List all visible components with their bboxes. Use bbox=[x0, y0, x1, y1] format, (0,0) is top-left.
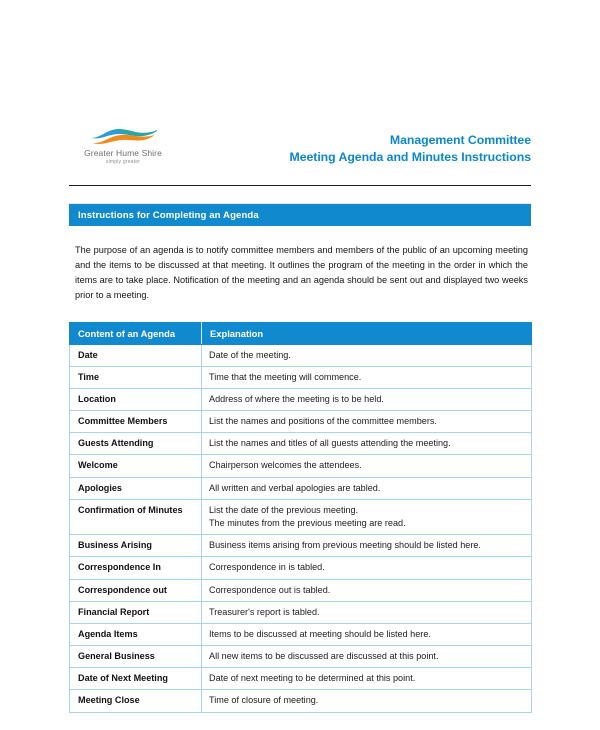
row-term: Meeting Close bbox=[70, 690, 202, 712]
row-term: Confirmation of Minutes bbox=[70, 499, 202, 534]
table-header-row bbox=[70, 322, 532, 344]
row-explanation bbox=[202, 477, 532, 499]
explanation-line: Items to be discussed at meeting should be listed here. bbox=[209, 628, 431, 639]
document-header bbox=[69, 124, 531, 174]
table-row bbox=[70, 455, 532, 477]
explanation-line: Date of the meeting. bbox=[209, 349, 291, 360]
intro-paragraph: The purpose of an agenda is to notify committee members and members of the public of an upcoming meeting and the items to be discussed at that meeting. It outlines the program of the meeting in the order in which the items are to take place. Notification of the meeting and an agenda should be sent out and displayed two weeks prior to a meeting. bbox=[75, 245, 528, 300]
row-explanation bbox=[202, 366, 532, 388]
explanation-line: All written and verbal apologies are tabled. bbox=[209, 482, 381, 493]
row-explanation bbox=[202, 388, 532, 410]
row-term: Apologies bbox=[70, 477, 202, 499]
page-title bbox=[290, 124, 532, 167]
table-row bbox=[70, 668, 532, 690]
table-row bbox=[70, 366, 532, 388]
explanation-line: Correspondence out is tabled. bbox=[209, 584, 331, 595]
table-row bbox=[70, 601, 532, 623]
row-term: Agenda Items bbox=[70, 623, 202, 645]
row-explanation bbox=[202, 344, 532, 366]
column-header-explanation: Explanation bbox=[202, 322, 532, 344]
row-explanation bbox=[202, 535, 532, 557]
explanation-line: Time that the meeting will commence. bbox=[209, 371, 362, 382]
table-row bbox=[70, 433, 532, 455]
row-term: Correspondence out bbox=[70, 579, 202, 601]
row-explanation bbox=[202, 433, 532, 455]
table-row bbox=[70, 411, 532, 433]
row-explanation bbox=[202, 601, 532, 623]
row-term: Committee Members bbox=[70, 411, 202, 433]
row-explanation bbox=[202, 499, 532, 534]
table-row bbox=[70, 477, 532, 499]
row-explanation bbox=[202, 557, 532, 579]
row-term: Date of Next Meeting bbox=[70, 668, 202, 690]
row-term: Correspondence In bbox=[70, 557, 202, 579]
logo-tagline: simply greater bbox=[105, 159, 141, 166]
table-row bbox=[70, 690, 532, 712]
row-term: Welcome bbox=[70, 455, 202, 477]
column-header-content: Content of an Agenda bbox=[70, 322, 202, 344]
table-row bbox=[70, 579, 532, 601]
table-row bbox=[70, 557, 532, 579]
table-body bbox=[70, 344, 532, 712]
table-row bbox=[70, 646, 532, 668]
row-term: Guests Attending bbox=[70, 433, 202, 455]
organisation-logo bbox=[69, 124, 177, 165]
explanation-line: Date of next meeting to be determined at this point. bbox=[209, 673, 416, 684]
row-explanation bbox=[202, 646, 532, 668]
row-term: General Business bbox=[70, 646, 202, 668]
table-row bbox=[70, 344, 532, 366]
row-term: Business Arising bbox=[70, 535, 202, 557]
explanation-line: All new items to be discussed are discussed at this point. bbox=[209, 651, 439, 662]
row-explanation bbox=[202, 668, 532, 690]
logo-name: Greater Hume Shire bbox=[84, 148, 162, 158]
table-row bbox=[70, 499, 532, 534]
document-content bbox=[69, 124, 531, 713]
row-term: Time bbox=[70, 366, 202, 388]
explanation-line: Correspondence in is tabled. bbox=[209, 562, 325, 573]
header-divider bbox=[69, 185, 531, 186]
explanation-line: Address of where the meeting is to be held. bbox=[209, 393, 384, 404]
explanation-line: Business items arising from previous meeting should be listed here. bbox=[209, 540, 481, 551]
row-explanation bbox=[202, 579, 532, 601]
table-row bbox=[70, 535, 532, 557]
row-term: Location bbox=[70, 388, 202, 410]
row-explanation bbox=[202, 623, 532, 645]
explanation-line: Treasurer's report is tabled. bbox=[209, 606, 320, 617]
table-row bbox=[70, 388, 532, 410]
row-term: Date bbox=[70, 344, 202, 366]
agenda-content-table bbox=[69, 322, 532, 713]
table-row bbox=[70, 623, 532, 645]
row-explanation bbox=[202, 411, 532, 433]
explanation-line: Time of closure of meeting. bbox=[209, 695, 319, 706]
explanation-line: List the names and titles of all guests attending the meeting. bbox=[209, 438, 451, 449]
explanation-line: Chairperson welcomes the attendees. bbox=[209, 460, 362, 471]
row-explanation bbox=[202, 690, 532, 712]
swoosh-icon bbox=[87, 126, 159, 147]
explanation-line: List the names and positions of the committee members. bbox=[209, 416, 437, 427]
row-term: Financial Report bbox=[70, 601, 202, 623]
row-explanation bbox=[202, 455, 532, 477]
explanation-line: The minutes from the previous meeting are read. bbox=[209, 518, 406, 528]
page-title-line-1: Management Committee bbox=[389, 133, 531, 147]
explanation-line: List the date of the previous meeting. bbox=[209, 504, 359, 515]
section-banner: Instructions for Completing an Agenda bbox=[69, 203, 531, 226]
page-title-line-2: Meeting Agenda and Minutes Instructions bbox=[289, 150, 531, 165]
table-header bbox=[70, 322, 532, 344]
